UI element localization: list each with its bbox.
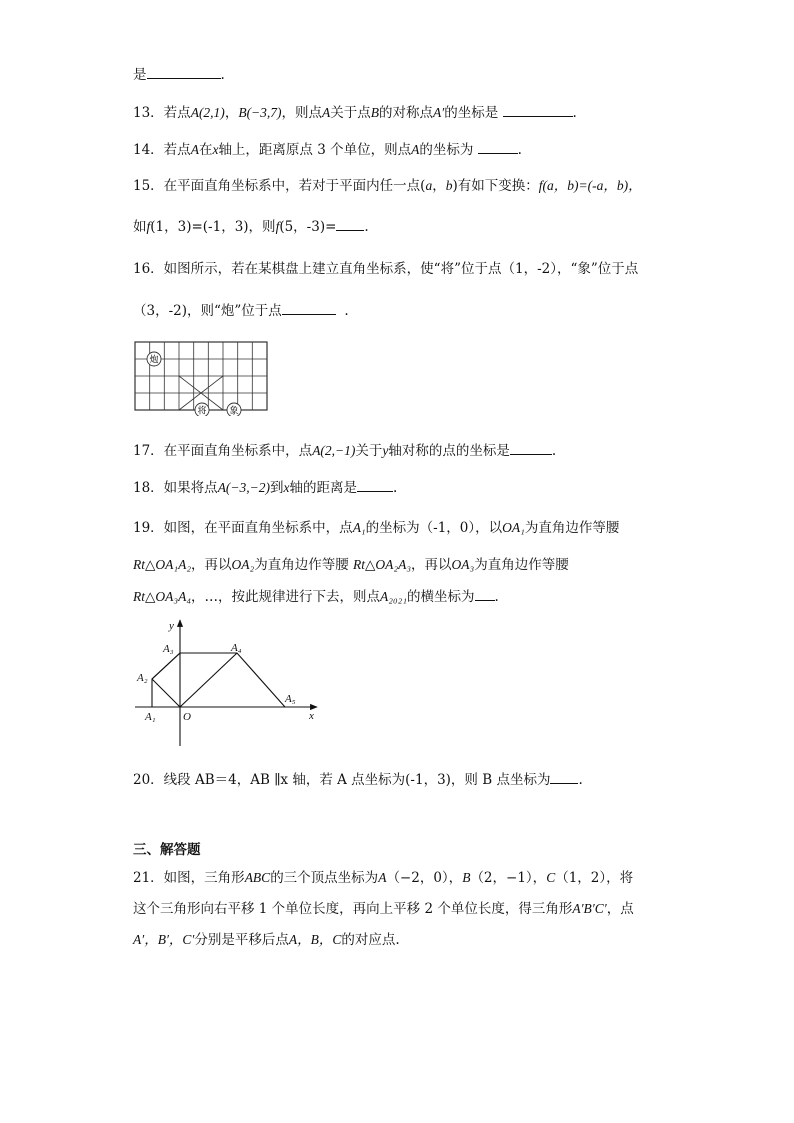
segment-o-a4 <box>180 653 237 707</box>
origin-label: O <box>183 711 191 723</box>
segment-a2-a3 <box>152 653 180 679</box>
piece-pao-label: 炮 <box>149 355 159 366</box>
question-19-line-3: Rt△OA₃A₄，…，按此规律进行下去，则点A₂₀₂₁的横坐标为 . <box>133 589 499 605</box>
question-21-line-3: A′，B′，C′分别是平移后点A，B，C的对应点. <box>133 932 400 948</box>
answer-blank <box>510 442 552 455</box>
point-a2-label: A₂ <box>137 672 148 684</box>
question-15-line-2: 如f(1，3)=(-1，3)，则f(5，-3)= . <box>133 219 369 235</box>
segment-o-a2 <box>152 679 180 707</box>
piece-jiang-label: 将 <box>197 406 207 416</box>
y-axis-label: y <box>169 620 174 632</box>
question-19-line-1: 19．如图，在平面直角坐标系中，点A₁的坐标为（-1，0），以OA₁为直角边作等腰 <box>133 520 620 536</box>
question-15-line-1: 15．在平面直角坐标系中，若对于平面内任一点(a，b)有如下变换：f(a，b)=(-a，b)， <box>133 178 642 194</box>
question-18: 18．如果将点A(−3,−2)到x轴的距离是 . <box>133 480 398 496</box>
figure-19-coordinate-plot <box>133 616 323 750</box>
piece-xiang <box>227 403 241 416</box>
q12-tail: 是 . <box>133 67 225 83</box>
question-17: 17．在平面直角坐标系中，点A(2,−1)关于y轴对称的点的坐标是 . <box>133 443 557 459</box>
answer-blank <box>503 104 573 117</box>
question-16-line-2: （3，-2)，则“炮”位于点 . <box>133 303 349 319</box>
question-21-line-2: 这个三角形向右平移 1 个单位长度，再向上平移 2 个单位长度，得三角形A′B′C′，点 <box>133 901 634 917</box>
answer-blank <box>550 771 578 784</box>
answer-blank <box>336 218 364 231</box>
chess-board-figure <box>133 340 273 416</box>
question-14: 14．若点A在x轴上，距离原点 3 个单位，则点A的坐标为 . <box>133 142 522 158</box>
question-21-line-1: 21．如图，三角形ABC的三个顶点坐标为A（−2，0），B（2，−1），C（1，2），将 <box>133 870 634 886</box>
answer-blank <box>147 66 221 79</box>
piece-jiang <box>195 403 209 416</box>
point-a4-label: A₄ <box>231 642 242 654</box>
point-a3-label: A₃ <box>163 643 174 655</box>
piece-pao <box>147 352 161 366</box>
answer-blank <box>475 588 495 601</box>
question-20: 20．线段 AB＝4，AB ∥x 轴，若 A 点坐标为(-1，3)，则 B 点坐标为 . <box>133 772 583 788</box>
question-16-line-1: 16．如图所示，若在某棋盘上建立直角坐标系，使“将”位于点（1，-2），“象”位于点 <box>133 261 639 277</box>
question-19-line-2: Rt△OA₁A₂，再以OA₂为直角边作等腰 Rt△OA₂A₃，再以OA₃为直角边作等腰 <box>133 557 569 573</box>
answer-blank <box>357 479 393 492</box>
point-a1-label: A₁ <box>145 711 156 723</box>
answer-blank <box>282 302 336 315</box>
x-axis-label: x <box>309 710 314 722</box>
section-heading: 三、解答题 <box>133 842 201 858</box>
piece-xiang-label: 象 <box>229 406 239 416</box>
point-a5-label: A₅ <box>285 693 296 705</box>
question-13: 13．若点A(2,1)，B(−3,7)，则点A关于点B的对称点A′的坐标是 . <box>133 105 577 121</box>
answer-blank <box>478 141 518 154</box>
